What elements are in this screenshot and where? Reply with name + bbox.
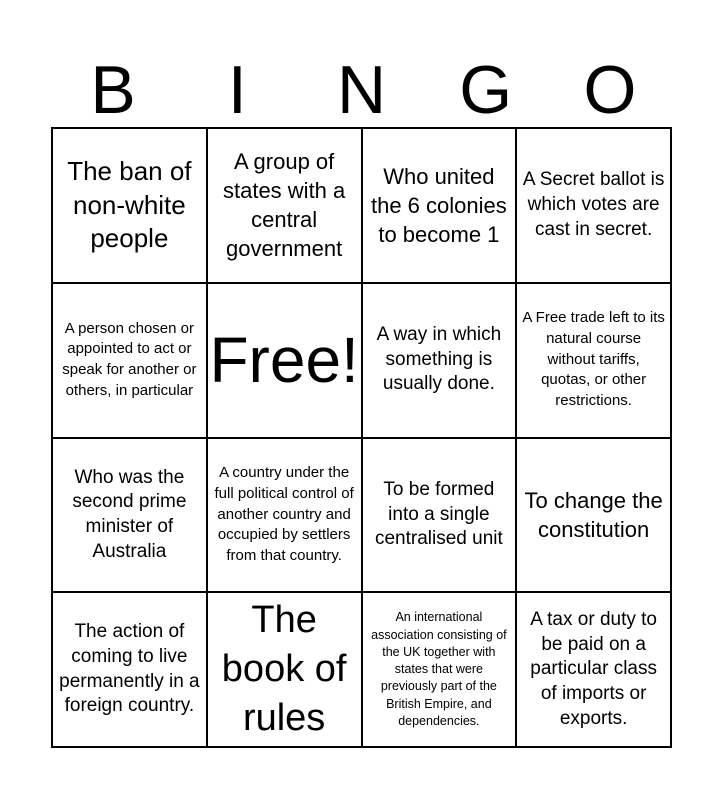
bingo-board — [51, 127, 672, 748]
bingo-cell[interactable] — [207, 438, 362, 593]
title-letter-o: O — [583, 52, 637, 128]
bingo-cell[interactable] — [52, 283, 207, 438]
bingo-cell[interactable] — [362, 128, 517, 283]
bingo-cell[interactable] — [516, 128, 671, 283]
bingo-cell[interactable] — [52, 128, 207, 283]
bingo-cell[interactable] — [207, 128, 362, 283]
bingo-cell-text: A person chosen or appointed to act or speak for another or others, in particular — [62, 319, 197, 399]
bingo-cell[interactable] — [362, 592, 517, 747]
bingo-cell-text: A tax or duty to be paid on a particular class of imports or exports. — [530, 608, 657, 729]
bingo-title — [51, 52, 672, 128]
bingo-cell-text: A Free trade left to its natural course without tariffs, quotas, or other restrictions. — [522, 309, 665, 410]
bingo-cell[interactable] — [52, 592, 207, 747]
bingo-cell-text: The book of rules — [221, 598, 347, 740]
title-letter-g: G — [459, 52, 513, 128]
title-letter-b: B — [90, 52, 136, 128]
bingo-cell-text: The ban of non-white people — [67, 156, 192, 253]
bingo-cell-text: Who united the 6 colonies to become 1 — [370, 163, 507, 247]
bingo-cell[interactable] — [207, 592, 362, 747]
free-space-cell[interactable] — [207, 283, 362, 438]
bingo-cell-text: Who was the second prime minister of Australia — [72, 466, 187, 562]
bingo-cell[interactable] — [516, 592, 671, 747]
bingo-cell-text: An international association consisting of the UK together with states that were previously part of the British Empire, and dependencies. — [371, 610, 507, 728]
bingo-cell-text: To be formed into a single centralised unit — [374, 478, 503, 550]
title-letter-n: N — [336, 52, 387, 128]
bingo-cell[interactable] — [52, 438, 207, 593]
bingo-cell-text: A way in which something is usually done. — [376, 324, 502, 395]
bingo-cell[interactable] — [362, 283, 517, 438]
bingo-cell-text: To change the constitution — [524, 487, 663, 542]
bingo-cell-text: A country under the full political control of another country and occupied by settlers from that country. — [214, 464, 354, 564]
bingo-cell-text: The action of coming to live permanently in a foreign country. — [59, 621, 200, 717]
bingo-cell[interactable] — [516, 283, 671, 438]
free-space-label: Free! — [209, 323, 359, 396]
bingo-cell-text: A Secret ballot is which votes are cast in secret. — [522, 169, 665, 240]
bingo-cell[interactable] — [362, 438, 517, 593]
title-letter-i: I — [227, 52, 247, 128]
bingo-cell-text: A group of states with a central government — [222, 149, 346, 262]
bingo-cell[interactable] — [516, 438, 671, 593]
